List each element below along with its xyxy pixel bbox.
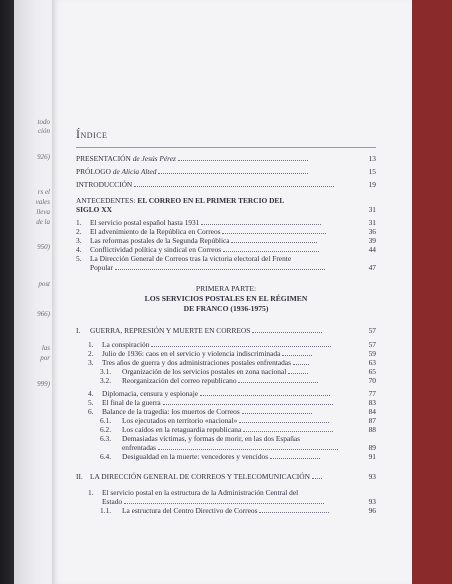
index-page: [52, 0, 412, 584]
toc-entry-introduccion[interactable]: INTRODUCCIÓN 19: [76, 180, 376, 189]
toc-entry-prologo[interactable]: PRÓLOGO de Alicia Alted 15: [76, 167, 376, 176]
toc-item[interactable]: 2. El advenimiento de la República en Correos 36: [76, 227, 376, 236]
toc-section-antecedentes-line2: SIGLO XX 31: [76, 205, 376, 214]
prev-page-text: por: [40, 354, 50, 362]
toc-chapter-2[interactable]: II. LA DIRECCIÓN GENERAL DE CORREOS Y TELECOMUNICACIÓN 93: [76, 472, 376, 481]
toc-item[interactable]: 5. El final de la guerra 83: [88, 398, 376, 407]
toc-item[interactable]: 2. Julio de 1936: caos en el servicio y violencia indiscriminada 59: [88, 349, 376, 358]
page-number: 57: [368, 326, 376, 335]
prev-page-text: 999): [37, 380, 50, 388]
page-number: 36: [368, 227, 376, 236]
toc-chapter-1[interactable]: I. GUERRA, REPRESIÓN Y MUERTE EN CORREOS 57: [76, 326, 376, 335]
toc-subitem[interactable]: 3.2. Reorganización del correo republicano 70: [100, 376, 376, 385]
prev-page-text: post: [38, 280, 50, 288]
book-cover-edge: [412, 0, 452, 584]
page-number: 93: [368, 472, 376, 481]
title-rule: [76, 147, 376, 148]
toc-item[interactable]: 1. La conspiración 57: [88, 340, 376, 349]
page-number: 39: [368, 236, 376, 245]
toc-subitem[interactable]: 3.1. Organización de los servicios postales en zona nacional 65: [100, 367, 376, 376]
toc-subitem[interactable]: 6.2. Los caídos en la retaguardia republicana 88: [100, 425, 376, 434]
prev-page-text: 926): [37, 153, 50, 161]
toc-subitem[interactable]: 6.1. Los ejecutados en territorio «nacional» 87: [100, 416, 376, 425]
prev-page-text: de la: [36, 218, 50, 226]
prev-page-text: lleva: [36, 208, 50, 216]
toc-item-continuation: Popular 47: [90, 263, 376, 272]
toc-item[interactable]: 3. Tres años de guerra y dos administraciones postales enfrentadas 63: [88, 358, 376, 367]
prev-page-text: 966): [37, 310, 50, 318]
page-number: 31: [368, 218, 376, 227]
prev-page-text: rs el: [37, 188, 50, 196]
prev-page-text: ción: [37, 127, 50, 135]
toc-item[interactable]: 5. La Dirección General de Correos tras la victoria electoral del Frente: [76, 254, 292, 263]
toc-item[interactable]: 3. Las reformas postales de la Segunda República 39: [76, 236, 376, 245]
prev-page-text: 950): [37, 243, 50, 251]
page-number: 31: [368, 205, 376, 214]
toc-item[interactable]: 1. El servicio postal español hasta 1931 31: [76, 218, 376, 227]
page-number: 19: [368, 180, 376, 189]
page-number: 47: [368, 263, 376, 272]
toc-item[interactable]: 6. Balance de la tragedia: los muertos de Correos 84: [88, 407, 376, 416]
toc-item[interactable]: 4. Diplomacia, censura y espionaje 77: [88, 389, 376, 398]
toc-subitem[interactable]: 6.4. Desigualdad en la muerte: vencedores y vencidos 91: [100, 452, 376, 461]
part-title: LOS SERVICIOS POSTALES EN EL RÉGIMEN: [144, 294, 308, 303]
toc-section-antecedentes[interactable]: ANTECEDENTES: EL CORREO EN EL PRIMER TERCIO DEL: [76, 196, 285, 205]
toc-item[interactable]: 1. El servicio postal en la estructura de la Administración Central del: [88, 488, 299, 497]
prev-page-text: vales: [35, 198, 50, 206]
toc-subitem[interactable]: 6.3. Demasiadas víctimas, y formas de morir, en las dos Españas: [100, 434, 301, 443]
prev-page-text: todo: [37, 118, 50, 126]
toc-subitem[interactable]: 1.1. La estructura del Centro Directivo de Correos 96: [100, 506, 376, 515]
previous-page-edge: [14, 0, 52, 584]
part-label: PRIMERA PARTE:: [195, 284, 257, 293]
page-number: 15: [368, 167, 376, 176]
toc-subitem-continuation: enfrentadas 89: [122, 443, 376, 452]
index-title: Índice: [76, 127, 108, 141]
page-number: 44: [368, 245, 376, 254]
page-number: 13: [368, 154, 376, 163]
toc-item-continuation: Estado 93: [102, 497, 376, 506]
toc-entry-presentacion[interactable]: PRESENTACIÓN de Jesús Pérez 13: [76, 154, 376, 163]
prev-page-text: las: [41, 344, 50, 352]
toc-item[interactable]: 4. Conflictividad política y sindical en Correos 44: [76, 245, 376, 254]
part-title-line2: DE FRANCO (1936-1975): [183, 304, 269, 313]
